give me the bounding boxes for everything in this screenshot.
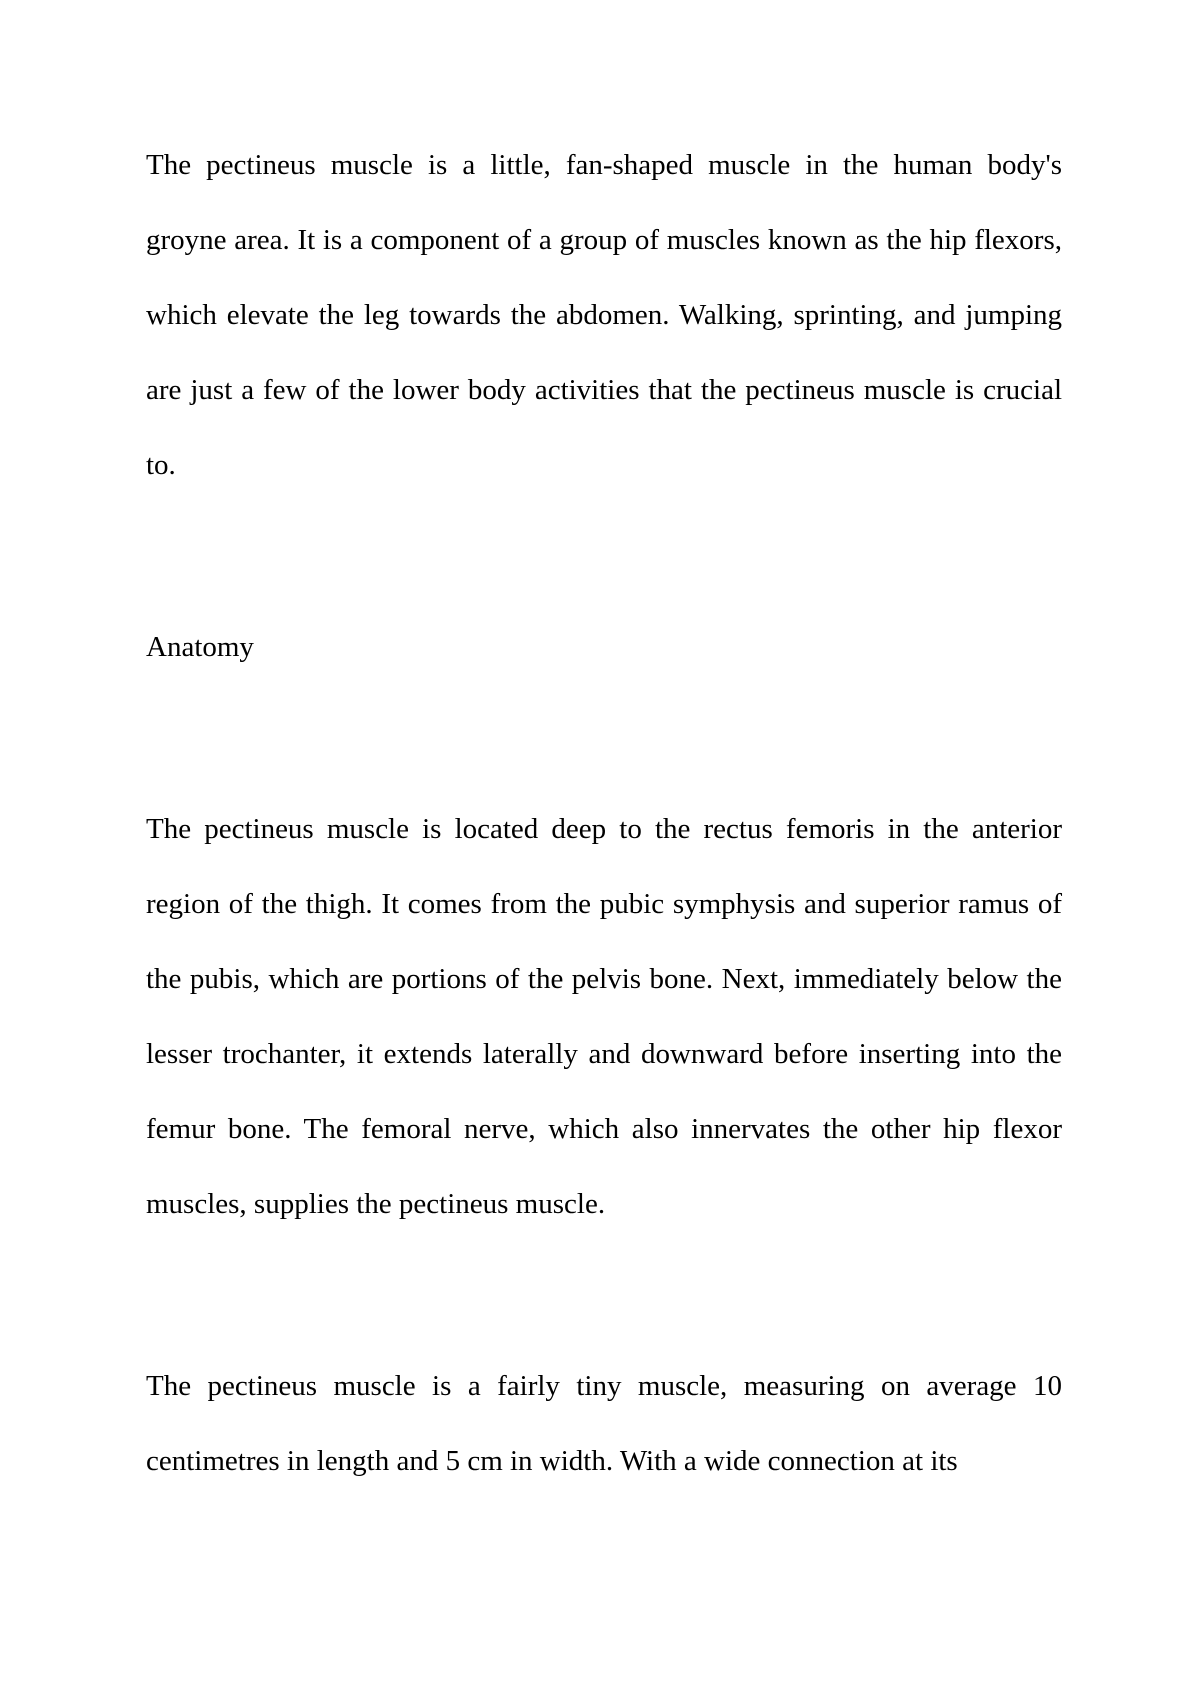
intro-paragraph: The pectineus muscle is a little, fan-shaped muscle in the human body's groyne area. It is a component of a group of muscles known as the hip flexors, which elevate the leg towards the abdomen. Walking, sprinting, and jumping are just a few of the lower body activities that the pectineus muscle is crucial to. (146, 149, 1062, 481)
paragraph-spacer (146, 503, 1062, 610)
section-heading-anatomy: Anatomy (146, 631, 254, 663)
paragraph-spacer (146, 685, 1062, 792)
size-paragraph: The pectineus muscle is a fairly tiny muscle, measuring on average 10 centimetres in length and 5 cm in width. With a wide connection at its (146, 1370, 1062, 1477)
paragraph-spacer (146, 1242, 1062, 1349)
document-body (146, 128, 1062, 1499)
anatomy-paragraph: The pectineus muscle is located deep to the rectus femoris in the anterior region of the thigh. It comes from the pubic symphysis and superior ramus of the pubis, which are portions of the pelvis bone. Next, immediately below the lesser trochanter, it extends laterally and downward before inserting into the femur bone. The femoral nerve, which also innervates the other hip flexor muscles, supplies the pectineus muscle. (146, 813, 1062, 1220)
